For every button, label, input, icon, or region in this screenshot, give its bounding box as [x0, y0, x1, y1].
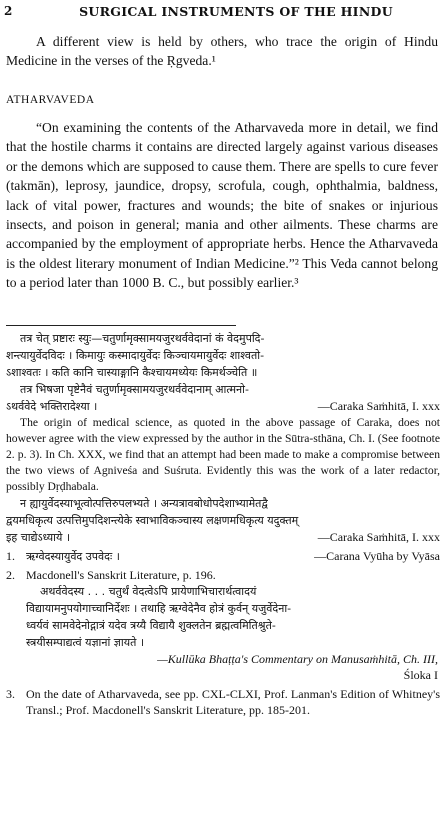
citation: —Caraka Saṁhitā, I. xxx	[317, 530, 440, 544]
sanskrit-cite-row	[6, 398, 440, 415]
sanskrit-cite-row	[6, 529, 440, 546]
footnote-number: 3.	[6, 686, 15, 701]
sanskrit-line: द्वयमधिकृत्य उत्पत्तिमुपदिशन्त्येके स्वाभाविकञ्चास्य लक्षणमधिकृत्य यदुक्तम्	[6, 514, 299, 527]
sanskrit-line: स्त्रयीसम्पाद्यत्वं यज्ञानां ज्ञायते ।	[26, 636, 145, 650]
section-heading: ATHARVAVEDA	[6, 94, 95, 106]
sanskrit-line: अथर्ववेदस्य . . . चतुर्थं वेदत्वेऽपि प्रायेणाभिचारार्थत्वादयं	[40, 585, 257, 599]
sanskrit-line: ऽशाश्वतः । कति कानि चास्याङ्गानि कैश्चायमध्येयः किमर्थञ्चेति ॥	[6, 366, 258, 379]
footnote-number: 1.	[6, 549, 15, 563]
citation: —Caraka Saṁhitā, I. xxx	[317, 399, 440, 413]
citation-sloka: Śloka I	[403, 668, 438, 683]
footnote-2	[6, 567, 440, 583]
running-title: SURGICAL INSTRUMENTS OF THE HINDU	[79, 4, 393, 19]
sanskrit-line: शन्त्यायुर्वेदविदः । किमायुः कस्मादायुर्वेदः किञ्चायमायुर्वेदः शाश्वतो-	[6, 349, 265, 362]
atharvaveda-paragraph: “On examining the contents of the Atharvaveda more in detail, we find that the hostile charms it contains are directed largely against various diseases or the demons which are supposed to cause them. There are spells to cure fever (takmān), leprosy, jaundice, dropsy, scrofula, cough, ophthalmia, baldness, lack of vital power, fractures and wounds; the bite of snakes or injurious insects, and poison in general; mania and other ailments. These charms are accompanied by the employment of appropriate herbs. Hence the Atharvaveda is the oldest literary monument of Indian Medicine.”² This Veda cannot belong to a period later than 1000 B. C., but possibly earlier.³	[6, 120, 438, 291]
footnote-1	[6, 548, 440, 565]
sanskrit-line: तत्र भिषजा पृष्टेनैवं चतुर्णामृक्सामयजुरथर्ववेदानाम् आत्मनो-	[20, 383, 249, 396]
page-number: 2	[4, 4, 13, 18]
commentary-note: The origin of medical science, as quoted in the above passage of Caraka, does not however agree with the view expressed by the author in the Sūtra-sthāna, Ch. I. (See footnote 2. p. 3). In Ch. XXX, we find that an attempt had been made to make a compromise between the two views of Agniveśa and Suśruta. Evidently this was the work of a later redactor, possibly Dṛḍhabala.	[6, 416, 440, 493]
footnote-number: 2.	[6, 568, 15, 582]
citation: —Carana Vyūha by Vyāsa	[314, 549, 440, 563]
footnote-3	[6, 686, 440, 718]
sanskrit-line: न ह्यायुर्वेदस्याभूत्वोत्पत्तिरुपलभ्यते । अन्यत्रावबोधोपदेशाभ्यामेतद्वै	[20, 497, 268, 510]
citation: —Kullūka Bhaṭṭa's Commentary on Manusaṁhitā, Ch. III,	[157, 652, 438, 667]
sanskrit-line: तत्र चेत् प्रष्टारः स्युः—चतुर्णामृक्सामयजुरथर्ववेदानां कं वेदमुपदि-	[20, 332, 265, 345]
page-header	[4, 4, 440, 22]
sanskrit-line: ऽथर्ववेदे भक्तिरादेश्या ।	[6, 400, 98, 413]
footnote-text: On the date of Atharvaveda, see pp. CXL-CLXI, Prof. Lanman's Edition of Whitney's Transl.; Prof. Macdonell's Sanskrit Literature, pp. 185-201.	[26, 686, 440, 717]
footnote-divider	[6, 325, 236, 326]
footnote-text: Macdonell's Sanskrit Literature, p. 196.	[26, 568, 216, 582]
sanskrit-line: विद्यायामनुपयोगाच्चानिर्देशः । तथाहि ऋग्वेदेनैव होत्रं कुर्वन् यजुर्वेदेना-	[26, 602, 292, 616]
footnote-2-sanskrit	[6, 583, 440, 683]
footnotes	[6, 330, 440, 718]
sanskrit-line: इह चाद्येऽध्याये ।	[6, 531, 71, 544]
intro-paragraph: A different view is held by others, who trace the origin of Hindu Medicine in the verses of the Ṛgveda.¹	[6, 34, 438, 69]
sanskrit-line: ध्वर्यवं सामवेदेनोद्गात्रं यदेव त्रय्यै विद्यायै शुक्लतेन ब्रह्मत्वमितिश्रुते-	[26, 619, 276, 633]
footnote-text: ऋग्वेदस्यायुर्वेद उपवेदः ।	[26, 550, 120, 563]
